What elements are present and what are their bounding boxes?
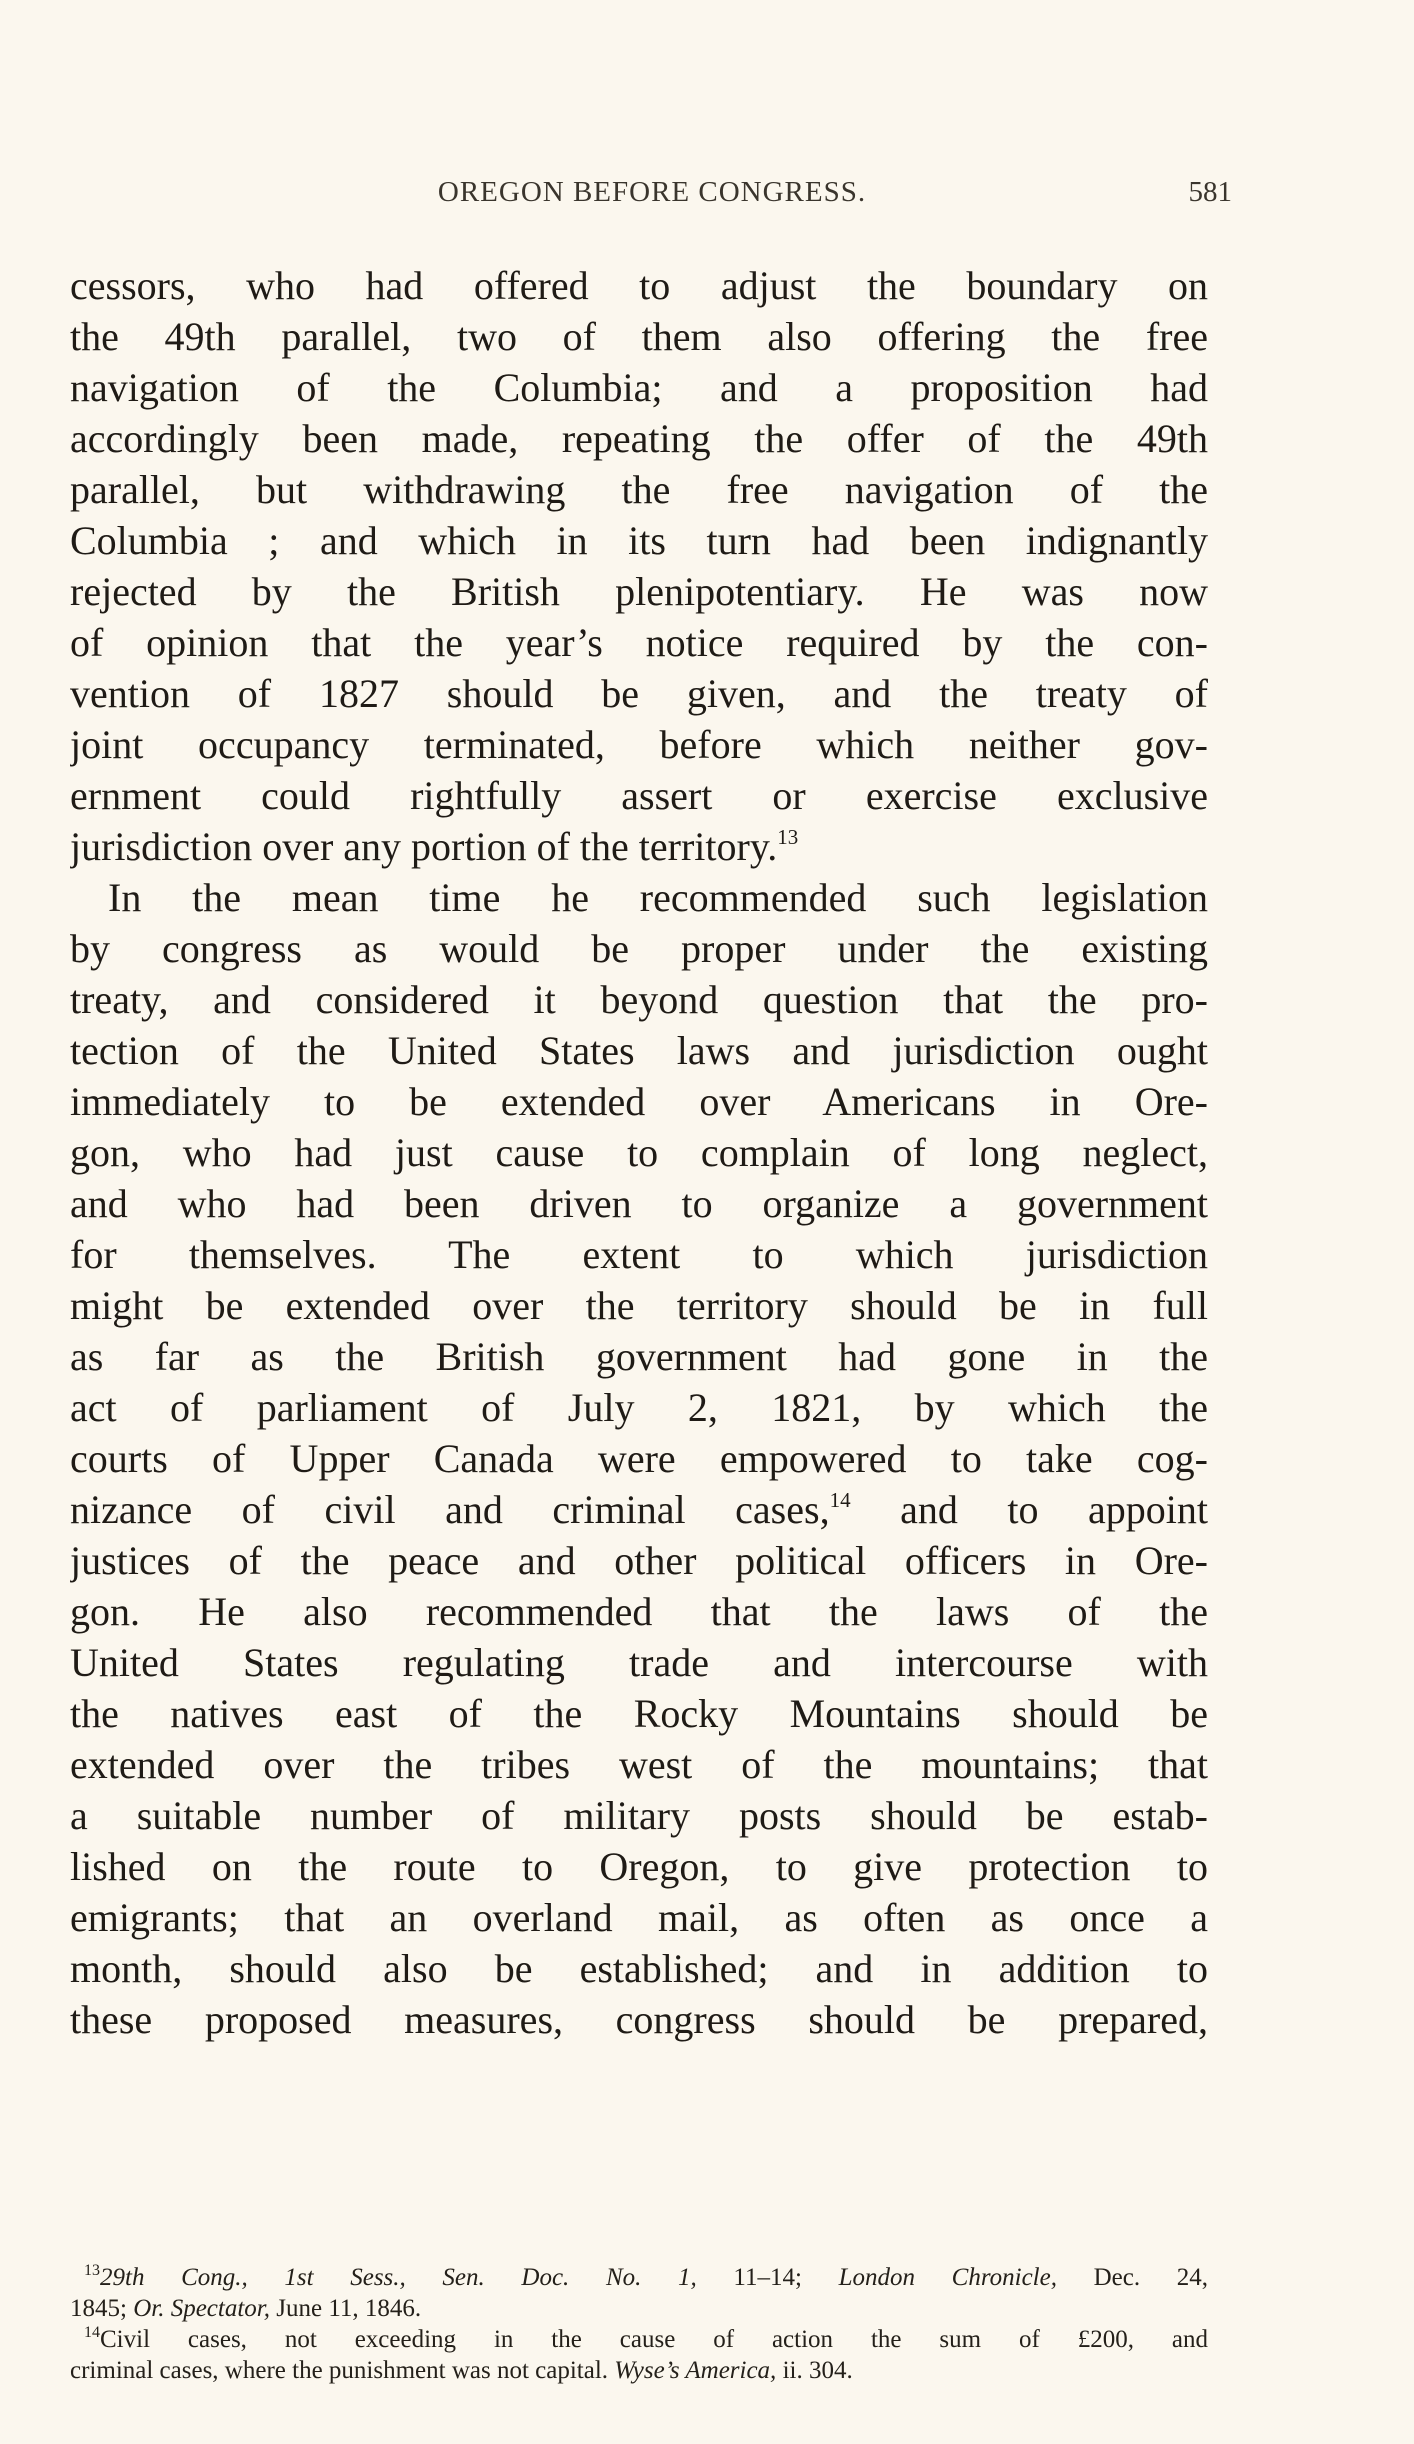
text-line-with-footnote-ref: [70, 821, 1208, 872]
text-line: extended over the tribes west of the mountains; that: [70, 1742, 1208, 1787]
body-text: [70, 260, 1208, 2045]
footnote-13-source-3: Or. Spectator,: [133, 2295, 271, 2322]
text-line: tection of the United States laws and jurisdiction ought: [70, 1028, 1208, 1073]
running-head: [72, 176, 1232, 220]
footnote-13-line-2: [70, 2293, 1208, 2324]
text-line: by congress as would be proper under the existing: [70, 926, 1208, 971]
footnote-13-date-2: June 11, 1846.: [270, 2295, 422, 2322]
text-line: immediately to be extended over Americans in Ore-: [70, 1079, 1208, 1124]
text-line: and who had been driven to organize a government: [70, 1181, 1208, 1226]
text-line: rejected by the British plenipotentiary. He was now: [70, 569, 1208, 614]
text-line: vention of 1827 should be given, and the treaty of: [70, 671, 1208, 716]
footnote-13-source-2: London Chronicle,: [838, 2264, 1057, 2291]
footnote-13-date-1: Dec. 24,: [1056, 2264, 1208, 2291]
footnote-14-source: Wyse’s America,: [614, 2357, 777, 2384]
text-line: United States regulating trade and intercourse with: [70, 1640, 1208, 1685]
footnote-14-text-1: Civil cases, not exceeding in the cause of action the sum of £200, and: [100, 2326, 1208, 2353]
footnote-13-year: 1845;: [70, 2295, 134, 2322]
footnote-14-text-2: criminal cases, where the punishment was not capital.: [70, 2357, 615, 2384]
text-line: parallel, but withdrawing the free navigation of the: [70, 467, 1208, 512]
text-line-content: nizance of civil and criminal cases,: [70, 1487, 830, 1532]
text-line-with-footnote-ref: [70, 1484, 1208, 1535]
text-line: the 49th parallel, two of them also offering the free: [70, 314, 1208, 359]
footnote-14-line-1: [70, 2324, 1208, 2355]
text-line: justices of the peace and other political officers in Ore-: [70, 1538, 1208, 1583]
text-line: for themselves. The extent to which jurisdiction: [70, 1232, 1208, 1277]
page-number: 581: [1188, 176, 1232, 208]
footnote-ref-14[interactable]: 14: [829, 1488, 851, 1512]
text-line: Columbia ; and which in its turn had been indignantly: [70, 518, 1208, 563]
text-line: accordingly been made, repeating the offer of the 49th: [70, 416, 1208, 461]
text-line: of opinion that the year’s notice required by the con-: [70, 620, 1208, 665]
footnote-13-line-1: [70, 2262, 1208, 2293]
text-line: month, should also be established; and in addition to: [70, 1946, 1208, 1991]
text-line: treaty, and considered it beyond question that the pro-: [70, 977, 1208, 1022]
text-line: courts of Upper Canada were empowered to take cog-: [70, 1436, 1208, 1481]
footnote-14-ref: ii. 304.: [776, 2357, 853, 2384]
footnotes: [70, 2262, 1208, 2386]
footnote-14-line-2: [70, 2355, 1208, 2386]
footnote-13-marker: 13: [84, 2262, 100, 2279]
text-line: gon, who had just cause to complain of long neglect,: [70, 1130, 1208, 1175]
text-line-tail: and to appoint: [850, 1487, 1208, 1532]
text-line: emigrants; that an overland mail, as often as once a: [70, 1895, 1208, 1940]
text-line: the natives east of the Rocky Mountains should be: [70, 1691, 1208, 1736]
footnote-ref-13[interactable]: 13: [777, 825, 799, 849]
text-line: might be extended over the territory should be in full: [70, 1283, 1208, 1328]
text-line: lished on the route to Oregon, to give protection to: [70, 1844, 1208, 1889]
text-line: a suitable number of military posts should be estab-: [70, 1793, 1208, 1838]
text-line: navigation of the Columbia; and a proposition had: [70, 365, 1208, 410]
footnote-13-pages: 11–14;: [696, 2264, 839, 2291]
text-line: cessors, who had offered to adjust the boundary on: [70, 263, 1208, 308]
text-line: joint occupancy terminated, before which neither gov-: [70, 722, 1208, 767]
footnote-14-marker: 14: [84, 2324, 100, 2341]
text-line: as far as the British government had gone in the: [70, 1334, 1208, 1379]
text-line: gon. He also recommended that the laws of the: [70, 1589, 1208, 1634]
text-line-content: jurisdiction over any portion of the territory.: [70, 824, 778, 869]
paragraph-start-line: In the mean time he recommended such legislation: [108, 875, 1208, 920]
text-line: act of parliament of July 2, 1821, by which the: [70, 1385, 1208, 1430]
running-title: OREGON BEFORE CONGRESS.: [437, 176, 867, 208]
text-line: these proposed measures, congress should be prepared,: [70, 1997, 1208, 2042]
footnote-13-source-1: 29th Cong., 1st Sess., Sen. Doc. No. 1,: [100, 2264, 697, 2291]
text-line: ernment could rightfully assert or exercise exclusive: [70, 773, 1208, 818]
